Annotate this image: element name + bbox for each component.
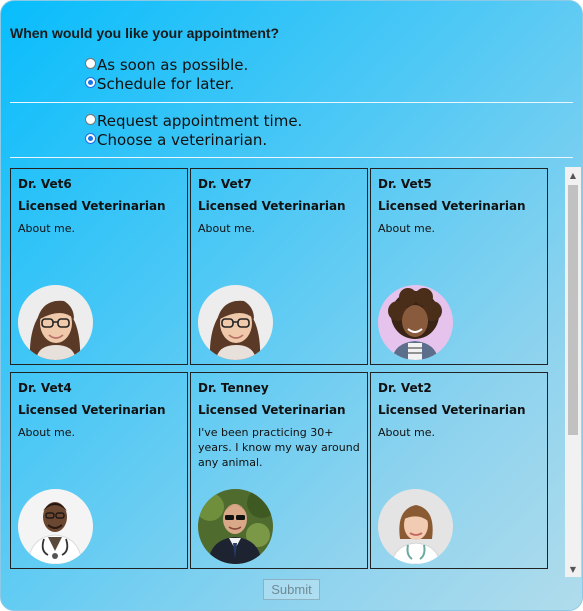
vet-about: I've been practicing 30+ years. I know my way around any animal. bbox=[198, 426, 360, 469]
vet-avatar-photo bbox=[18, 285, 93, 360]
vet-card-vet4[interactable] bbox=[10, 372, 188, 569]
vet-card-vet7[interactable] bbox=[190, 168, 368, 365]
vet-about: About me. bbox=[18, 222, 75, 235]
vet-card-vet6[interactable] bbox=[10, 168, 188, 365]
radio-asap[interactable] bbox=[85, 56, 248, 74]
vet-name: Dr. Vet5 bbox=[378, 177, 432, 191]
radio-request-time-label[interactable]: Request appointment time. bbox=[97, 112, 303, 130]
divider bbox=[10, 157, 573, 158]
scroll-thumb[interactable] bbox=[568, 185, 578, 435]
vet-title: Licensed Veterinarian bbox=[198, 403, 346, 417]
vet-avatar-photo bbox=[18, 489, 93, 564]
radio-request-time[interactable] bbox=[85, 112, 302, 130]
vet-avatar-photo bbox=[378, 285, 453, 360]
radio-schedule-later-label[interactable]: Schedule for later. bbox=[97, 75, 235, 93]
radio-request-time-circle[interactable] bbox=[85, 114, 96, 125]
vet-grid bbox=[10, 168, 550, 574]
vet-avatar-photo bbox=[198, 285, 273, 360]
vet-about: About me. bbox=[198, 222, 255, 235]
scroll-up-arrow-icon[interactable]: ▲ bbox=[569, 170, 577, 180]
vet-title: Licensed Veterinarian bbox=[18, 403, 166, 417]
vet-list-scrollbar[interactable] bbox=[565, 167, 581, 577]
vet-name: Dr. Vet4 bbox=[18, 381, 72, 395]
radio-choose-vet-label[interactable]: Choose a veterinarian. bbox=[97, 131, 268, 149]
vet-avatar-photo bbox=[198, 489, 273, 564]
radio-choose-vet[interactable] bbox=[85, 131, 267, 149]
appointment-question: When would you like your appointment? bbox=[10, 25, 280, 41]
radio-asap-circle[interactable] bbox=[85, 58, 96, 69]
vet-name: Dr. Tenney bbox=[198, 381, 269, 395]
vet-avatar-photo bbox=[378, 489, 453, 564]
vet-card-tenney[interactable] bbox=[190, 372, 368, 569]
vet-about: About me. bbox=[378, 426, 435, 439]
submit-button[interactable]: Submit bbox=[263, 579, 320, 600]
vet-card-vet2[interactable] bbox=[370, 372, 548, 569]
vet-about: About me. bbox=[378, 222, 435, 235]
radio-schedule-later-circle[interactable] bbox=[85, 77, 96, 88]
vet-title: Licensed Veterinarian bbox=[378, 199, 526, 213]
vet-title: Licensed Veterinarian bbox=[18, 199, 166, 213]
radio-schedule-later[interactable] bbox=[85, 75, 234, 93]
scroll-down-arrow-icon[interactable]: ▼ bbox=[569, 564, 577, 574]
vet-name: Dr. Vet7 bbox=[198, 177, 252, 191]
vet-title: Licensed Veterinarian bbox=[378, 403, 526, 417]
vet-name: Dr. Vet2 bbox=[378, 381, 432, 395]
vet-about: About me. bbox=[18, 426, 75, 439]
divider bbox=[10, 102, 573, 103]
vet-name: Dr. Vet6 bbox=[18, 177, 72, 191]
vet-title: Licensed Veterinarian bbox=[198, 199, 346, 213]
radio-choose-vet-circle[interactable] bbox=[85, 133, 96, 144]
radio-asap-label[interactable]: As soon as possible. bbox=[97, 56, 249, 74]
vet-card-vet5[interactable] bbox=[370, 168, 548, 365]
